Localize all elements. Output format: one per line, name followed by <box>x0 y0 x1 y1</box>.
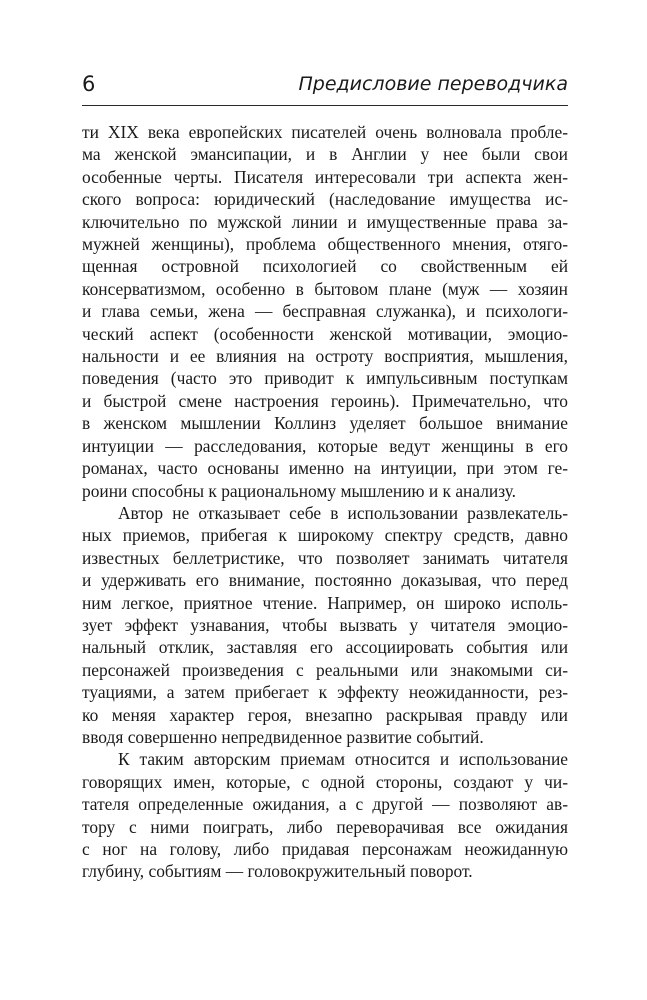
text-line: и глава семьи, жена — бесправная служанка), и психологи- <box>82 301 568 322</box>
body-text <box>82 121 568 883</box>
text-line: зует эффект узнавания, чтобы вызвать у читателя эмоцио- <box>82 614 568 635</box>
text-line: особенные черты. Писателя интересовали три аспекта жен- <box>82 166 568 187</box>
text-line: ма женской эмансипации, и в Англии у нее были свои <box>82 144 568 165</box>
text-line: тору с ними поиграть, либо переворачивая все ожидания <box>82 816 568 837</box>
text-line: К таким авторским приемам относится и использование <box>118 749 568 770</box>
text-line: в женском мышлении Коллинз уделяет большое внимание <box>82 413 568 434</box>
text-line: щенная островной психологией со свойственным ей <box>82 256 568 277</box>
running-title: Предисловие переводчика <box>298 73 568 95</box>
text-line: туациями, а затем прибегает к эффекту неожиданности, рез- <box>82 682 568 703</box>
paragraph <box>82 748 568 882</box>
text-line: Автор не отказывает себе в использовании развлекатель- <box>118 502 568 523</box>
text-line: с ног на голову, либо придавая персонажам неожиданную <box>82 839 568 859</box>
text-line: ко меняя характер героя, внезапно раскрывая правду или <box>82 704 568 725</box>
text-line: вводя совершенно непредвиденное развитие событий. <box>82 726 484 747</box>
text-line: ского вопроса: юридический (наследование имущества ис- <box>82 189 568 210</box>
text-line: ключительно по мужской линии и имущественные права за- <box>82 211 568 232</box>
text-line: мужней женщины), проблема общественного мнения, отяго- <box>82 234 568 255</box>
text-line: нальный отклик, заставляя его ассоциировать события или <box>82 637 568 658</box>
text-line: романах, часто основаны именно на интуиции, при этом ге- <box>82 458 568 479</box>
text-line: интуиции — расследования, которые ведут женщины в его <box>82 435 568 456</box>
header-rule <box>82 105 568 106</box>
text-line: поведения (часто это приводит к импульсивным поступкам <box>82 368 568 389</box>
paragraph <box>82 502 568 748</box>
text-line: говорящих имен, которые, с одной стороны, создают у чи- <box>82 771 568 792</box>
text-line: ческий аспект (особенности женской мотивации, эмоцио- <box>82 323 568 344</box>
page-number: 6 <box>82 72 96 96</box>
text-line: персонажей произведения с реальными или знакомыми си- <box>82 659 568 680</box>
text-line: консерватизмом, особенно в бытовом плане (муж — хозяин <box>82 278 568 299</box>
text-line: глубину, событиям — головокружительный поворот. <box>82 861 473 882</box>
running-head <box>82 70 568 98</box>
text-line: роини способны к рациональному мышлению и к анализу. <box>82 480 517 501</box>
text-line: известных беллетристике, что позволяет занимать читателя <box>82 547 568 568</box>
text-line: и удерживать его внимание, постоянно доказывая, что перед <box>82 570 568 591</box>
text-line: ти XIX века европейских писателей очень волновала пробле- <box>82 122 568 142</box>
text-line: тателя определенные ожидания, а с другой — позволяют ав- <box>82 794 568 815</box>
text-line: ним легкое, приятное чтение. Например, он широко исполь- <box>82 592 568 613</box>
text-line: и быстрой смене настроения героинь). Примечательно, что <box>82 390 568 411</box>
paragraph <box>82 121 568 502</box>
text-line: нальности и ее влияния на остроту восприятия, мышления, <box>82 346 568 367</box>
text-line: ных приемов, прибегая к широкому спектру средств, давно <box>82 525 568 546</box>
